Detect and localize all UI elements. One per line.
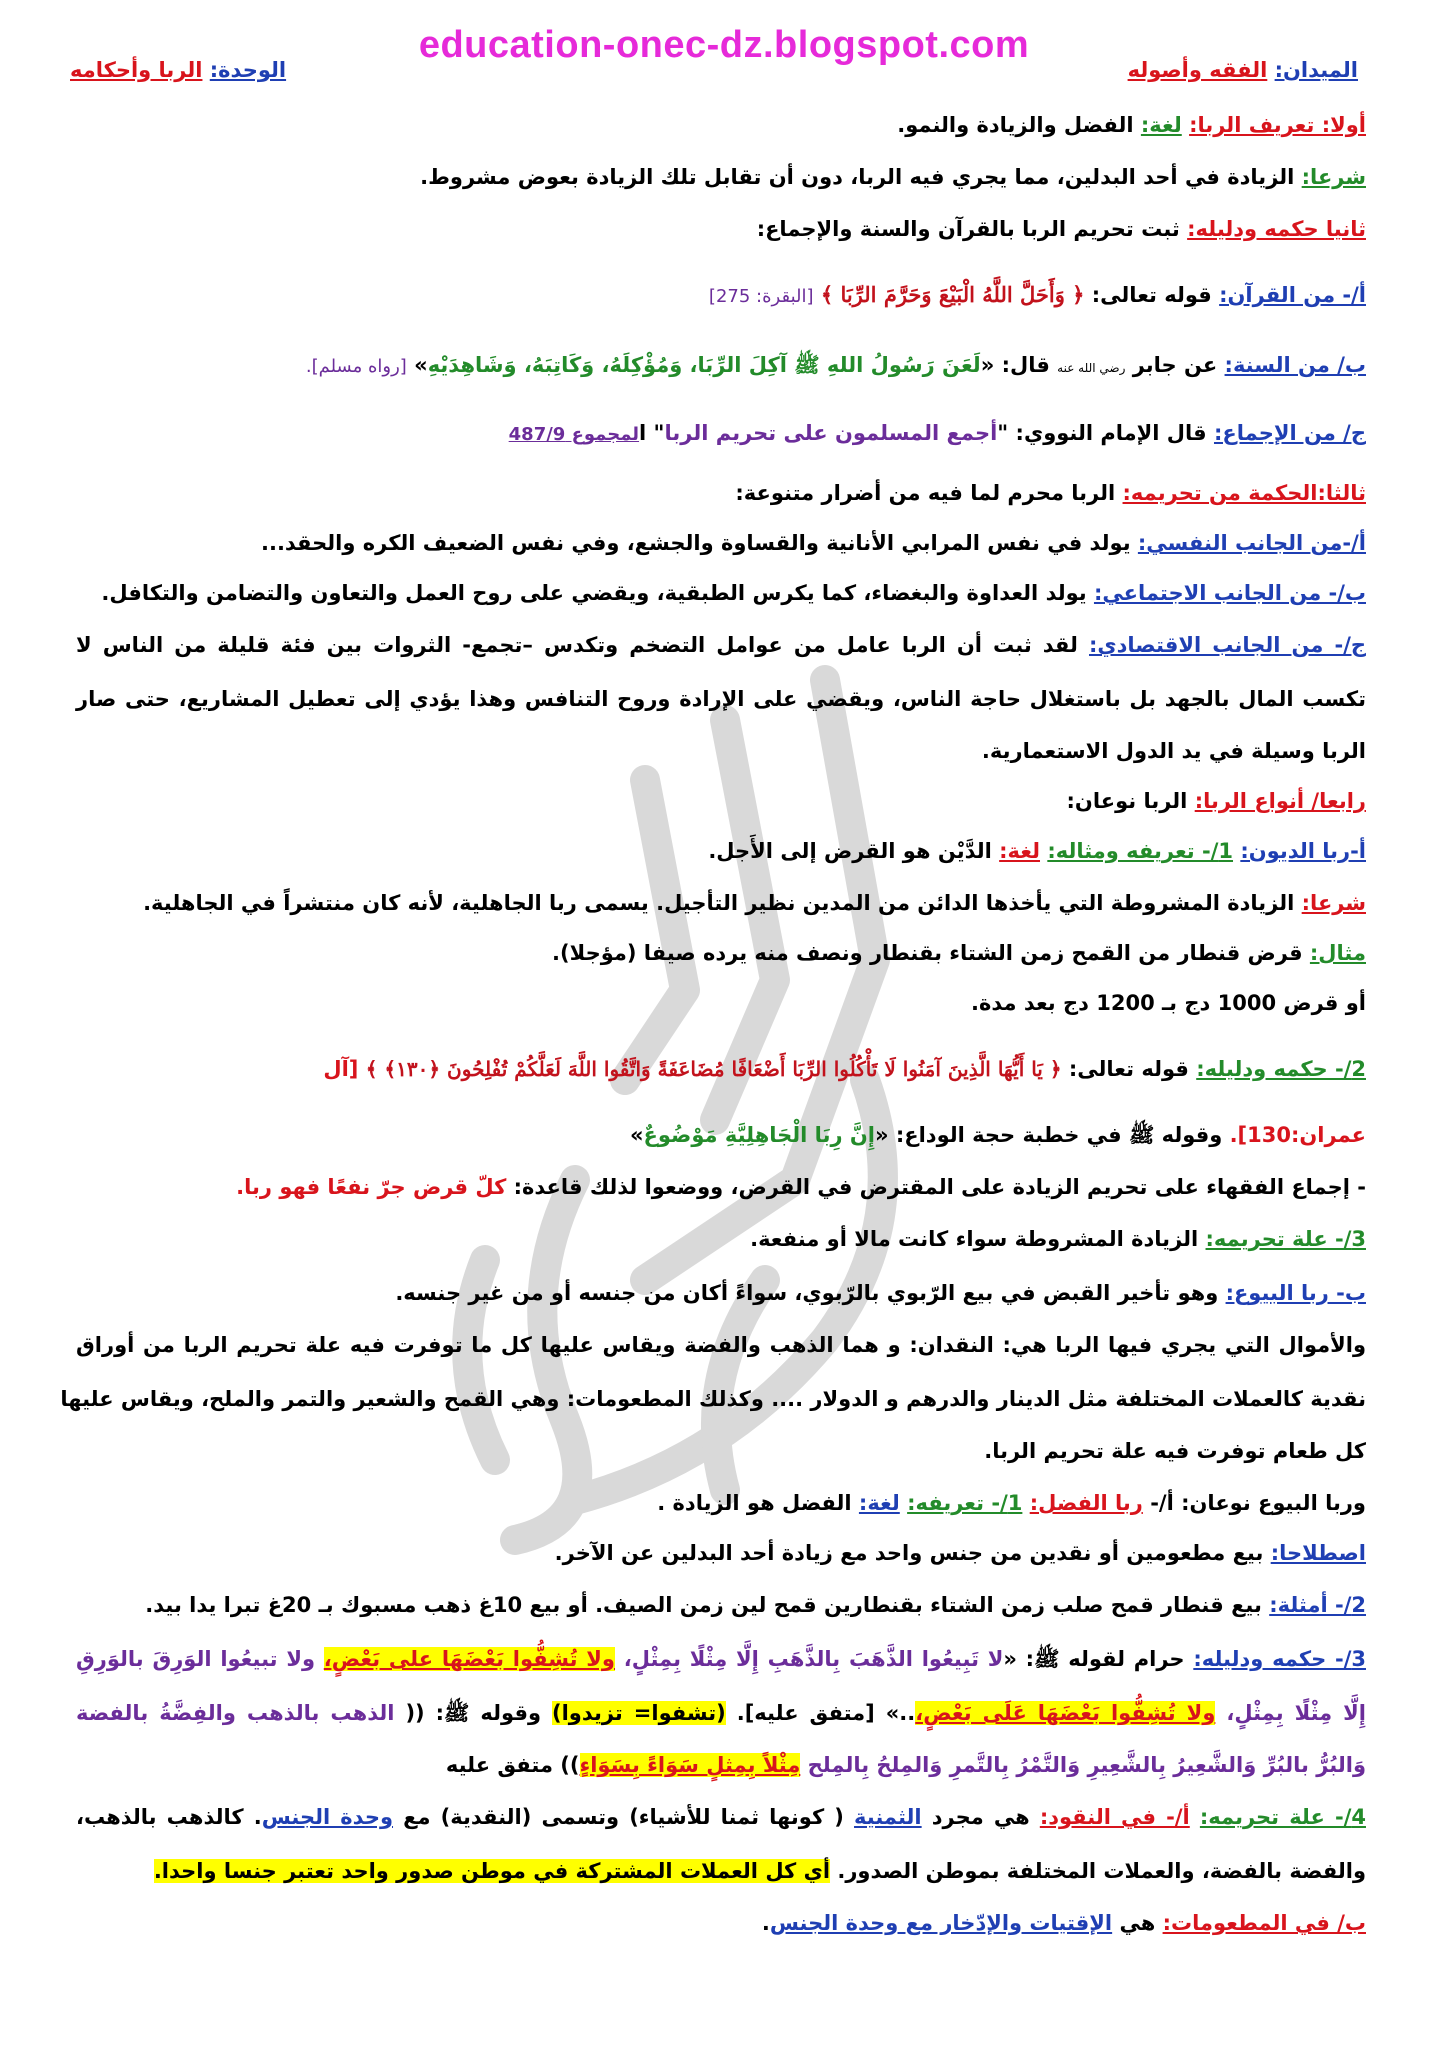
riba-assets-line: والأموال التي يجري فيها الربا هي: النقدان: و هما الذهب والفضة ويقاس عليها كل ما توفرت فيه علة تحريم الربا من أوراق [76, 1333, 1366, 1357]
text: حرام لقوله ﷺ: « [1003, 1647, 1185, 1671]
verse-reference: [البقرة: 275] [708, 286, 814, 307]
text: الربا نوعان: [1066, 789, 1188, 813]
hadith-text: ولا تبيعُوا الوَرِقَ بالوَرِقِ [76, 1647, 316, 1671]
subheading: 4/- علة تحريمه: [1199, 1805, 1366, 1829]
quote-text: أجمع المسلمون على تحريم الربا [664, 421, 998, 445]
text: عن جابر [1132, 353, 1218, 377]
surplus-examples-line [76, 1590, 1366, 1620]
subheading: أ-ربا الديون: [1240, 839, 1366, 863]
highlighted-note: (تشفوا= تزيدوا) [552, 1701, 726, 1725]
text: )) متفق عليه [445, 1753, 580, 1777]
term-label: لغة: [999, 839, 1040, 863]
text: الزيادة المشروطة سواء كانت مالا أو منفعة. [750, 1227, 1199, 1251]
riba-assets-continued-line: نقدية كالعملات المختلفة مثل الدينار والدرهم و الدولار .... وكذلك المطعومات: وهي القمح والشعير والتمر والملح، ويقاس عليها [60, 1387, 1366, 1411]
text: " ا [639, 421, 665, 445]
subheading: 1/- تعريفه: [907, 1491, 1023, 1515]
economic-end-line: الربا وسيلة في يد الدول الاستعمارية. [981, 739, 1366, 763]
text: - إجماع الفقهاء على تحريم الزيادة على المقترض في القرض، ووضعوا لذلك قاعدة: [513, 1175, 1366, 1199]
debt-hadith-line [76, 1120, 1366, 1150]
surplus-hadith-line [76, 1698, 1366, 1728]
subheading: ج/- من الجانب الاقتصادي: [1089, 633, 1367, 657]
term-label: شرعا: [1301, 165, 1366, 189]
key-term: الثمنية [854, 1805, 922, 1829]
text: بيع قنطار قمح صلب زمن الشتاء بقنطارين قمح لين زمن الصيف. أو بيع 10غ ذهب مسبوك بـ 20غ تبرا يدا بيد. [145, 1593, 1262, 1617]
text: قال الإمام النووي: " [997, 421, 1207, 445]
highlighted-hadith: ولا تُشِفُّوا بَعْضَهَا عَلَى بَعْضٍ، [915, 1701, 1216, 1725]
blog-url: education-onec-dz.blogspot.com [418, 24, 1030, 66]
sunnah-evidence-line [76, 350, 1366, 383]
text: . [761, 1911, 770, 1935]
hadith-text: وَالبُرُّ بالبُرِّ وَالشَّعِيرُ بِالشَّعِيرِ وَالتَّمْرُ بِالتَّمرِ وَالمِلحُ بِالمِلح [807, 1753, 1366, 1777]
subheading: ب/- من الجانب الاجتماعي: [1093, 581, 1366, 605]
text: الدَّيْن هو القرض إلى الأَجل. [708, 839, 992, 863]
text: أ/- [1150, 1491, 1174, 1515]
hadith-text: الذهب بالذهب والفِضَّةُ بالفضة [76, 1701, 395, 1725]
subheading: ب/ في المطعومات: [1162, 1911, 1366, 1935]
consensus-evidence-line [76, 418, 1366, 450]
riba-definition-line [76, 110, 1366, 140]
text: والفضة بالفضة، والعملات المختلفة بموطن الصدور. [837, 1859, 1366, 1883]
section-heading: ثالثا:الحكمة من تحريمه: [1122, 481, 1366, 505]
riba-assets-end-line: كل طعام توفرت فيه علة تحريم الربا. [984, 1439, 1366, 1463]
unit-value: الربا وأحكامه [70, 58, 203, 82]
debt-sharia-line [76, 888, 1366, 918]
key-term: الإقتيات والإدّخار مع وحدة الجنس [769, 1911, 1113, 1935]
quran-verse: ﴿ يَا أَيُّهَا الَّذِينَ آمَنُوا لَا تَأْكُلُوا الرِّبَا أَضْعَافًا مُضَاعَفَةً وَاتَّقُوا اللَّهَ لَعَلَّكُمْ تُفْلِحُونَ ﴿١٣٠﴾ ﴾ [365, 1057, 1062, 1081]
psychological-aspect-line [76, 528, 1366, 558]
text: قوله تعالى: [1091, 283, 1212, 307]
currency-note-line [76, 1856, 1366, 1886]
debt-riba-line [76, 836, 1366, 866]
section-heading: ثانيا حكمه ودليله: [1187, 217, 1366, 241]
subheading: ب/ من السنة: [1224, 353, 1366, 377]
surplus-hadith-end-line [76, 1750, 1366, 1780]
hadith-reference: [رواه مسلم]. [305, 356, 407, 377]
text: ..» [متفق عليه]. [736, 1701, 916, 1725]
highlighted-hadith: مِثْلاً بِمِثلٍ سَوَاءً بِسَوَاءٍ [579, 1753, 801, 1777]
text: » [629, 1123, 644, 1147]
surplus-term-line [76, 1538, 1366, 1568]
text: » [414, 353, 428, 377]
verse-reference: عمران:130]. [1229, 1123, 1366, 1147]
foodstuff-cause-line [76, 1908, 1366, 1938]
text: وقوله ﷺ في خطبة حجة الوداع: « [874, 1123, 1223, 1147]
text: . كالذهب بالذهب، [76, 1805, 262, 1829]
text: وربا البيوع نوعان: [1181, 1491, 1366, 1515]
surplus-cause-line [76, 1802, 1366, 1832]
subheading: أ/- في النقود: [1039, 1805, 1190, 1829]
text: الفضل والزيادة والنمو. [897, 113, 1134, 137]
unit-label: الوحدة: [209, 58, 287, 82]
quran-verse: ﴿ وَأَحَلَّ اللَّهُ الْبَيْعَ وَحَرَّمَ الرِّبَا ﴾ [820, 282, 1085, 307]
economic-aspect-line [76, 630, 1366, 660]
subheading: 3/- حكمه ودليله: [1193, 1647, 1366, 1671]
ruling-heading-line [76, 214, 1366, 244]
unit-header [70, 58, 286, 82]
hadith-text: لَعَنَ رَسُولُ اللهِ ﷺ آكِلَ الرِّبَا، وَمُؤْكِلَهُ، وَكَاتِبَهُ، وَشَاهِدَيْهِ [427, 353, 981, 377]
subheading: 3/- علة تحريمه: [1205, 1227, 1366, 1251]
social-aspect-line [76, 578, 1366, 608]
section-heading: أولا: تعريف الربا: [1189, 113, 1366, 137]
subheading: 1/- تعريفه ومثاله: [1047, 839, 1234, 863]
field-label: الميدان: [1274, 58, 1358, 82]
section-heading: رابعا/ أنواع الربا: [1194, 789, 1366, 813]
text: لقد ثبت أن الربا عامل من عوامل التضخم وتكدس –تجمع- الثروات بين فئة قليلة من الناس لا [76, 633, 1078, 657]
subheading: 2/- حكمه ودليله: [1196, 1057, 1366, 1081]
types-heading-line [76, 786, 1366, 816]
verse-reference: [آل [323, 1057, 359, 1081]
term-label: مثال: [1309, 941, 1366, 965]
field-header [1128, 58, 1358, 82]
surplus-ruling-line [76, 1644, 1366, 1674]
debt-example-line [76, 938, 1366, 968]
highlighted-note: أي كل العملات المشتركة في موطن صدور واحد تعتبر جنسا واحدا. [153, 1859, 831, 1883]
text: وقوله ﷺ: (( [405, 1701, 541, 1725]
debt-cause-line [76, 1224, 1366, 1254]
term-label: اصطلاحا: [1270, 1541, 1366, 1565]
subheading: أ/- من القرآن: [1219, 283, 1366, 307]
sharia-definition-line [76, 162, 1366, 192]
key-term: وحدة الجنس [261, 1805, 394, 1829]
subheading: 2/- أمثلة: [1269, 1593, 1366, 1617]
subheading: ب- ربا البيوع: [1225, 1281, 1366, 1305]
text: يولد العداوة والبغضاء، كما يكرس الطبقية، ويقضي على روح العمل والتعاون والتضامن والتكافل. [101, 581, 1087, 605]
honorific: رضي الله عنه [1057, 361, 1126, 375]
text: الزيادة المشروطة التي يأخذها الدائن من المدين نظير التأجيل. يسمى ربا الجاهلية، لأنه كان منتشراً في الجاهلية. [143, 891, 1295, 915]
surplus-riba-line [76, 1488, 1366, 1518]
subheading: ج/ من الإجماع: [1213, 421, 1366, 445]
text: وهو تأخير القبض في بيع الرّبوي بالرّبوي، سواءً أكان من جنسه أو من غير جنسه. [395, 1281, 1219, 1305]
text: ثبت تحريم الربا بالقرآن والسنة والإجماع: [756, 217, 1180, 241]
hadith-text: لا تَبِيعُوا الذَّهَبَ بِالذَّهَبِ إِلَّا مِثْلًا بِمِثْلٍ، [623, 1647, 1004, 1671]
term-label: لغة: [1140, 113, 1182, 137]
rule-text: كلّ قرض جرّ نفعًا فهو ربا. [236, 1175, 507, 1199]
text: الفضل هو الزيادة . [657, 1491, 852, 1515]
debt-example-2-line: أو قرض 1000 دج بـ 1200 دج بعد مدة. [971, 991, 1366, 1015]
text: بيع مطعومين أو نقدين من جنس واحد مع زيادة أحد البدلين عن الآخر. [554, 1541, 1264, 1565]
quran-evidence-line [76, 280, 1366, 312]
hadith-text: إِنَّ رِبَا الْجَاهِلِيَّةِ مَوْضُوعٌ [643, 1123, 875, 1147]
text: قرض قنطار من القمح زمن الشتاء بقنطار ونصف منه يرده صيفا (مؤجلا). [552, 941, 1303, 965]
subheading: أ/-من الجانب النفسي: [1137, 531, 1366, 555]
wisdom-heading-line [76, 478, 1366, 508]
field-value: الفقه وأصوله [1127, 58, 1268, 82]
text: الربا محرم لما فيه من أضرار متنوعة: [735, 481, 1116, 505]
text: قال: « [980, 353, 1050, 377]
text: يولد في نفس المرابي الأنانية والقساوة والجشع، وفي نفس الضعيف الكره والحقد... [260, 531, 1131, 555]
term-label: شرعا: [1301, 891, 1366, 915]
term-label: لغة: [858, 1491, 900, 1515]
text: هي [1119, 1911, 1156, 1935]
hadith-text: إِلَّا مِثْلًا بِمِثْلٍ، [1226, 1701, 1366, 1725]
highlighted-hadith: ولا تُشِفُّوا بَعْضَهَا على بَعْضٍ، [323, 1647, 615, 1671]
text: قوله تعالى: [1068, 1057, 1189, 1081]
text: الزيادة في أحد البدلين، مما يجري فيه الربا، دون أن تقابل تلك الزيادة بعوض مشروط. [420, 165, 1295, 189]
subheading: ربا الفضل: [1029, 1491, 1143, 1515]
text: هي مجرد [931, 1805, 1030, 1829]
jurists-consensus-line [76, 1172, 1366, 1202]
economic-continued-line: تكسب المال بالجهد بل باستغلال حاجة الناس، ويقضي على الإرادة وروح التنافس وهذا يؤدي إلى تعطيل المشاريع، حتى صار [76, 687, 1366, 711]
book-reference: لمجموع 487/9 [508, 424, 640, 445]
sales-riba-line [76, 1278, 1366, 1308]
debt-ruling-line [76, 1054, 1366, 1084]
text: ( كونها ثمنا للأشياء) وتسمى (النقدية) مع [403, 1805, 844, 1829]
